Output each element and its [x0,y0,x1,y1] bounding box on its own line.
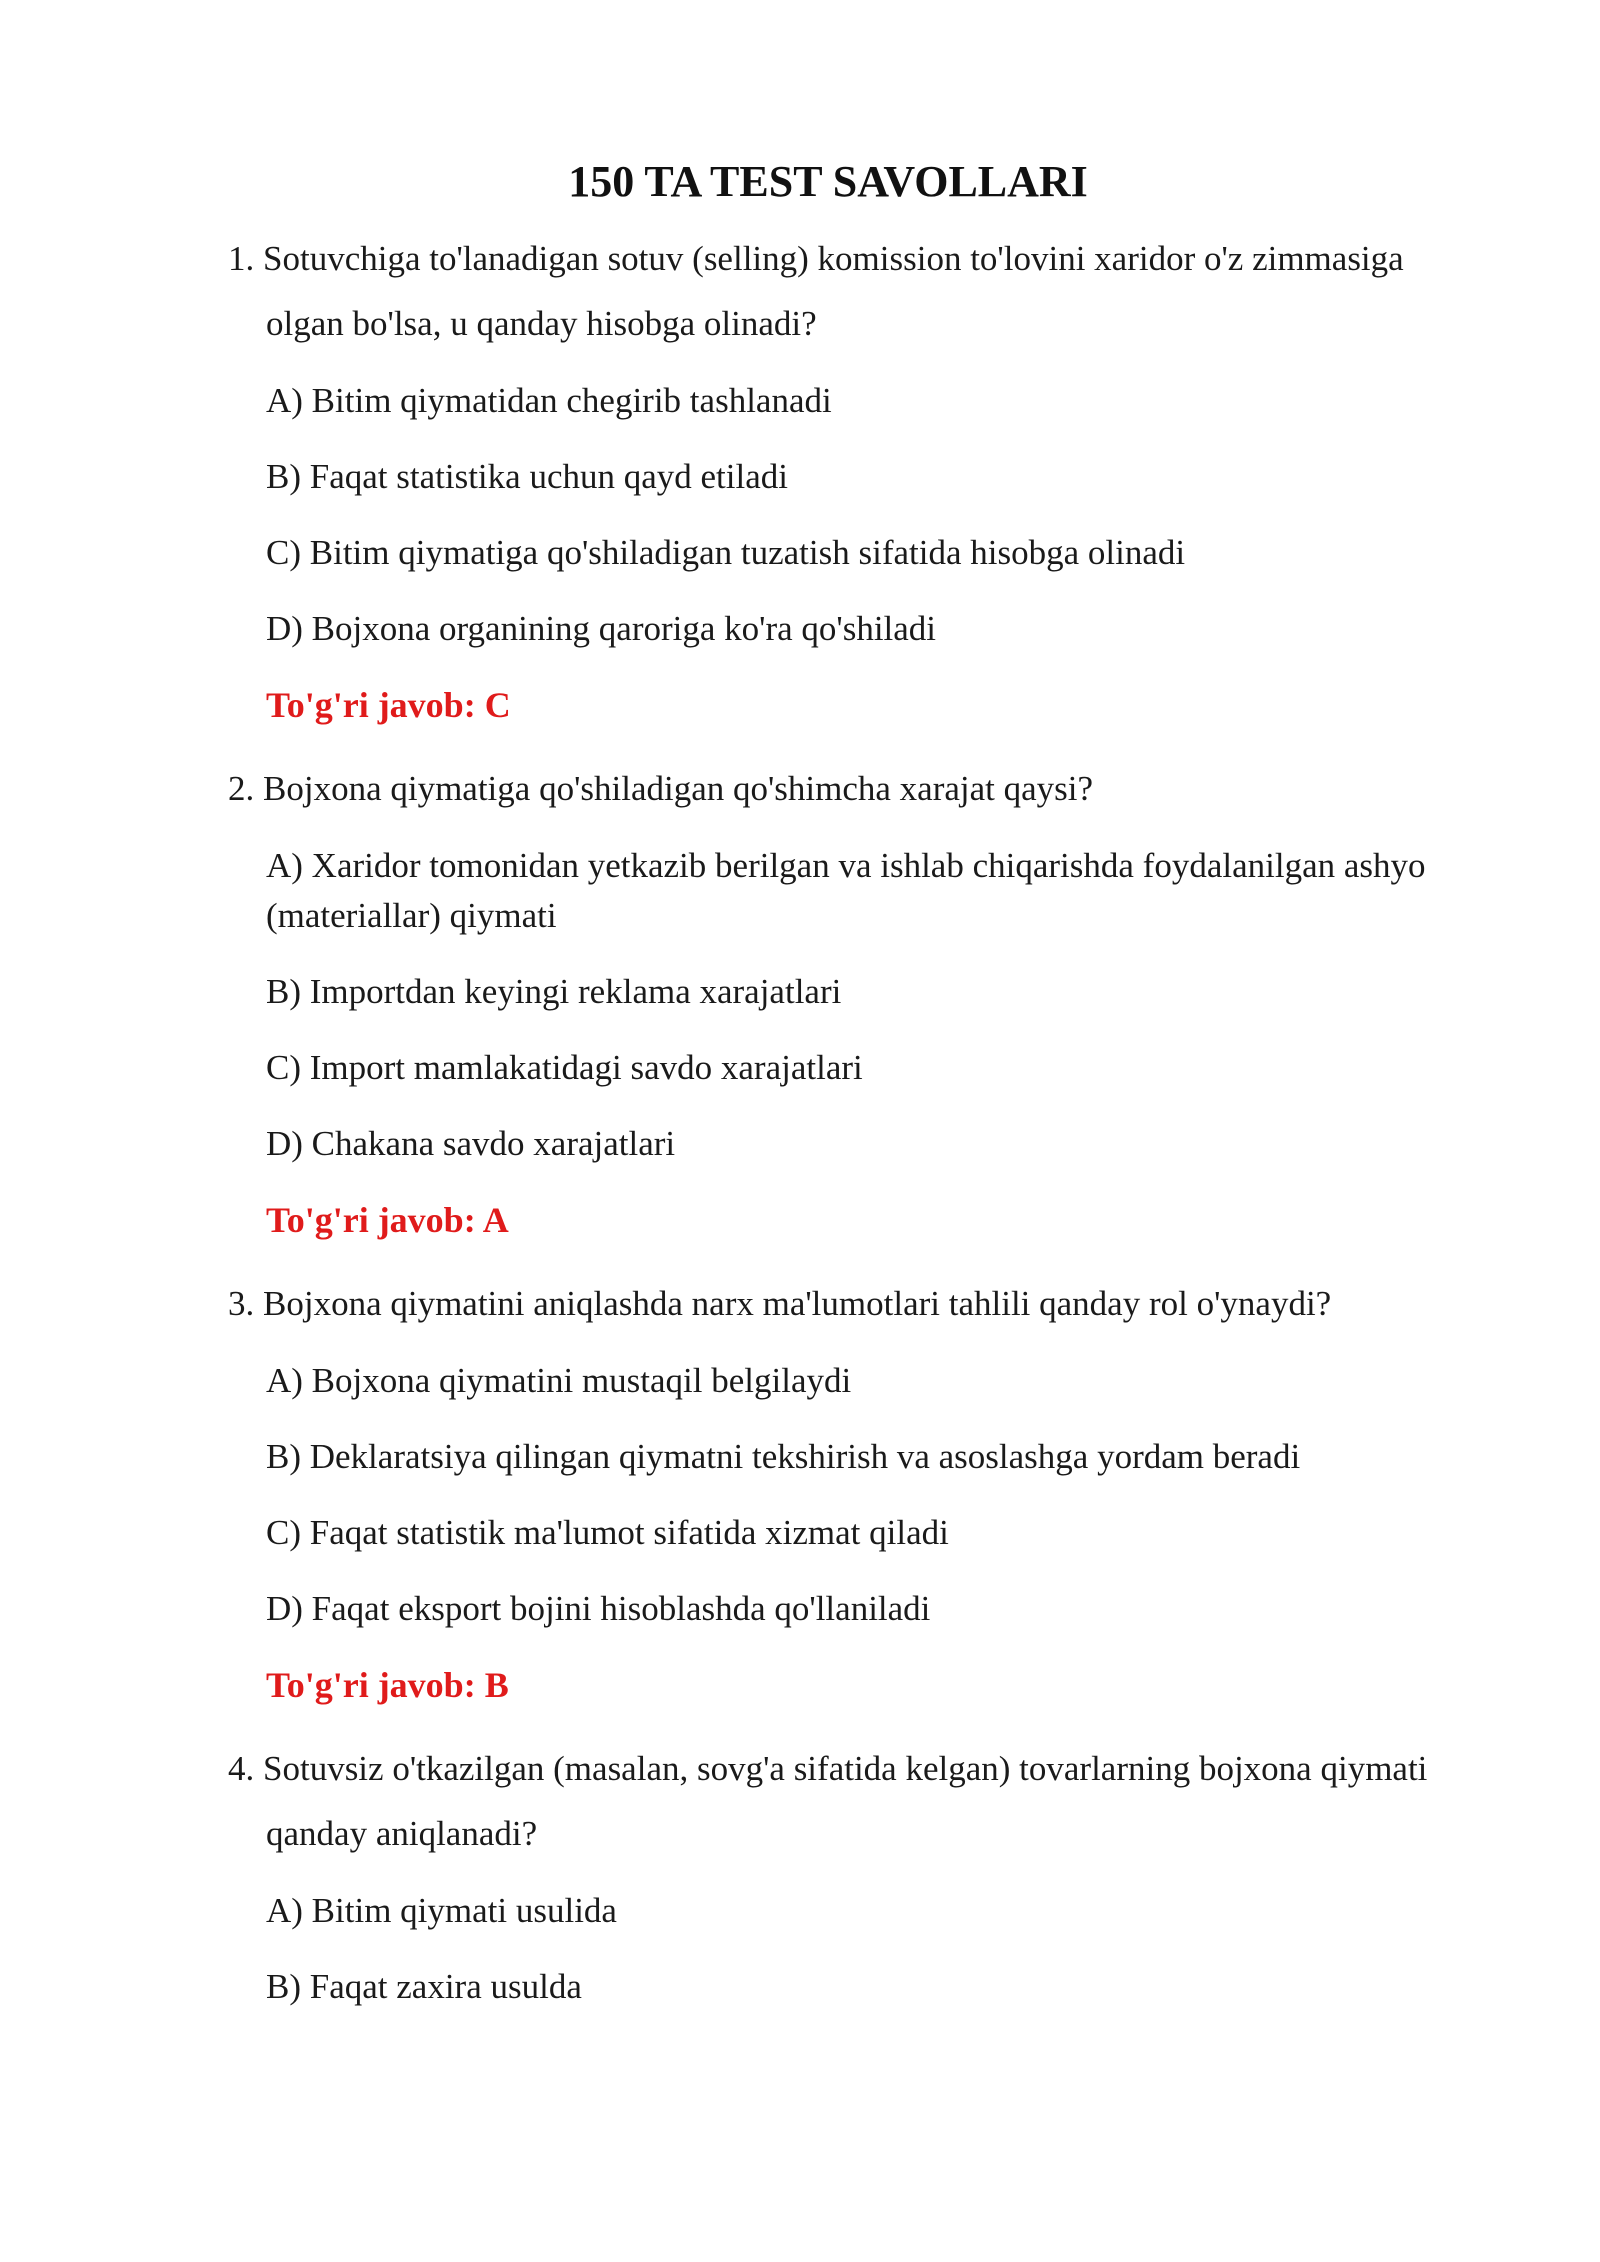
option-a: A) Bojxona qiymatini mustaqil belgilaydi [266,1361,852,1400]
question-text: 4. Sotuvsiz o'tkazilgan (masalan, sovg'a sifatida kelgan) tovarlarning bojxona qiymati qanday aniqlanadi? [228,1749,1428,1853]
question-block [228,1736,1430,2012]
option-d: D) Chakana savdo xarajatlari [266,1124,676,1163]
question-text: 2. Bojxona qiymatiga qo'shiladigan qo'shimcha xarajat qaysi? [228,769,1094,808]
option-b: B) Deklaratsiya qilingan qiymatni tekshirish va asoslashga yordam beradi [266,1437,1301,1476]
correct-answer: To'g'ri javob: C [266,685,511,725]
options-list [266,1886,1430,2012]
question-block [228,756,1430,1245]
document-title: 150 TA TEST SAVOLLARI [568,157,1088,206]
option-d: D) Faqat eksport bojini hisoblashda qo'llaniladi [266,1589,931,1628]
question-text: 3. Bojxona qiymatini aniqlashda narx ma'lumotlari tahlili qanday rol o'ynaydi? [228,1284,1332,1323]
option-c: C) Import mamlakatidagi savdo xarajatlari [266,1048,863,1087]
option-b: B) Faqat statistika uchun qayd etiladi [266,457,788,496]
option-a: A) Bitim qiymati usulida [266,1891,617,1930]
option-a: A) Xaridor tomonidan yetkazib berilgan va ishlab chiqarishda foydalanilgan ashyo (materiallar) qiymati [266,846,1426,935]
correct-answer: To'g'ri javob: B [266,1665,509,1705]
options-list [266,376,1430,654]
options-list [266,1356,1430,1634]
option-b: B) Faqat zaxira usulda [266,1967,582,2006]
option-a: A) Bitim qiymatidan chegirib tashlanadi [266,381,832,420]
correct-answer: To'g'ri javob: A [266,1200,509,1240]
question-block [228,1271,1430,1710]
question-text: 1. Sotuvchiga to'lanadigan sotuv (selling) komission to'lovini xaridor o'z zimmasiga olgan bo'lsa, u qanday hisobga olinadi? [228,239,1404,343]
question-block [228,226,1430,730]
options-list [266,841,1430,1169]
option-c: C) Faqat statistik ma'lumot sifatida xizmat qiladi [266,1513,949,1552]
option-d: D) Bojxona organining qaroriga ko'ra qo'shiladi [266,609,937,648]
option-c: C) Bitim qiymatiga qo'shiladigan tuzatish sifatida hisobga olinadi [266,533,1186,572]
option-b: B) Importdan keyingi reklama xarajatlari [266,972,842,1011]
